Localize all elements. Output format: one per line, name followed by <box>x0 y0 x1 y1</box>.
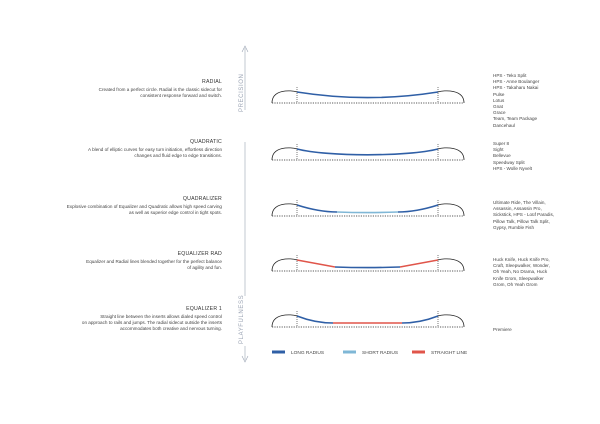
sidecut-straight-line <box>297 260 335 267</box>
sidecut-long-radius <box>398 205 438 212</box>
board-item: Ultimate Ride, The Villain, <box>493 200 546 205</box>
board-outline-left <box>272 91 297 103</box>
board-item: HPS - Teko Split <box>493 73 527 78</box>
axis-label-playfulness: PLAYFULNESS <box>239 294 245 344</box>
sidecut-long-radius <box>402 316 438 323</box>
board-item: Speedway Split <box>493 159 525 165</box>
board-item: Pillow Talk, Pillow Talk Split, <box>493 218 550 224</box>
sidecut-quadratic-text <box>22 139 222 159</box>
board-list-equalizer-rad <box>493 257 593 288</box>
sidecut-short-radius <box>337 212 398 213</box>
legend-label: SHORT RADIUS <box>362 350 399 356</box>
legend-label: LONG RADIUS <box>291 350 325 356</box>
board-item: Super 8 <box>493 141 510 146</box>
sidecut-title: EQUALIZER RAD <box>177 251 222 257</box>
board-item: Bellevue <box>493 153 511 159</box>
legend-label: STRAIGHT LINE <box>431 350 468 356</box>
board-item: Gnat <box>493 104 503 110</box>
sidecut-equalizer-rad-text <box>22 251 222 271</box>
sidecut-straight-line <box>400 260 438 267</box>
sidecut-long-radius <box>297 205 337 212</box>
board-list-quadratic <box>493 141 593 172</box>
board-outline-left <box>272 204 297 216</box>
sidecut-title: EQUALIZER 1 <box>186 306 222 312</box>
board-outline-left <box>272 148 297 160</box>
sidecut-quadralizer-text <box>22 196 222 216</box>
board-item: HPS - Wolle Nyvelt <box>493 165 532 171</box>
board-item: Huck Knife, Huck Knife Pro, <box>493 257 550 262</box>
board-item: HPS - Takaharu Nakai <box>493 85 539 91</box>
board-item: Knife Grom, Sleepwalker <box>493 275 544 281</box>
board-item: Dancehaul <box>493 122 515 128</box>
board-item: Grace <box>493 110 506 116</box>
board-item: Sickstick, HPS - Loüf Paradis, <box>493 212 555 218</box>
board-outline-left <box>272 315 297 327</box>
sidecut-radial-text <box>22 79 222 99</box>
board-outline-right <box>438 91 464 103</box>
sidecut-equalizer-1-text <box>22 306 222 332</box>
board-outline-left <box>272 259 297 271</box>
board-list-equalizer-1 <box>493 327 593 333</box>
board-item: HPS - Anne Boulanger <box>493 79 540 85</box>
axis-label-precision: PRECISION <box>239 73 245 112</box>
sidecut-description: Explosive combination of Equalizer and Quadratic allows high speed carving as well as superior edge control in tight spots. <box>66 204 222 215</box>
board-list-radial <box>493 73 593 129</box>
sidecut-description: Equalizer and Radial lines blended together for the perfect balance of agility and fun. <box>86 259 222 270</box>
board-item: Premiere <box>493 327 512 332</box>
board-item: Craft, Sleepwalker, Wonder, <box>493 263 550 269</box>
board-list-quadralizer <box>493 200 593 231</box>
board-item: Sight <box>493 147 504 153</box>
sidecut-long-radius <box>335 267 400 268</box>
board-item: Lotus <box>493 97 505 103</box>
sidecut-title: RADIAL <box>202 79 222 85</box>
sidecut-description: A blend of elliptic curves for easy turn initiation, effortless direction changes and fluid edge to edge transitions. <box>88 147 222 158</box>
board-item: Assassin, Assassin Pro, <box>493 206 542 212</box>
board-item: Grom, Oh Yeah Grom <box>493 281 538 287</box>
board-item: Team, Team Package <box>493 116 538 122</box>
board-outline-right <box>438 204 464 216</box>
board-item: Oh Yeah, No Drama, Huck <box>493 269 548 275</box>
sidecut-title: QUADRALIZER <box>182 196 222 202</box>
sidecut-long-radius <box>297 92 438 98</box>
sidecut-description: Created from a perfect circle. Radial is the classic sidecut for consistent response forward and switch. <box>98 87 222 98</box>
sidecut-long-radius <box>297 149 438 155</box>
board-item: Pulse <box>493 91 505 97</box>
sidecut-description: Straight line between the inserts allows dialed speed control on approach to rails and jumps. The radial sidecut outside the inserts accommodates both creative and nervous turning. <box>81 314 222 331</box>
board-outline-right <box>438 259 464 271</box>
board-outline-right <box>438 148 464 160</box>
board-item: Gypsy, Rumble Fish <box>493 224 535 230</box>
board-outline-right <box>438 315 464 327</box>
sidecut-title: QUADRATIC <box>190 139 222 145</box>
sidecut-long-radius <box>297 316 333 323</box>
